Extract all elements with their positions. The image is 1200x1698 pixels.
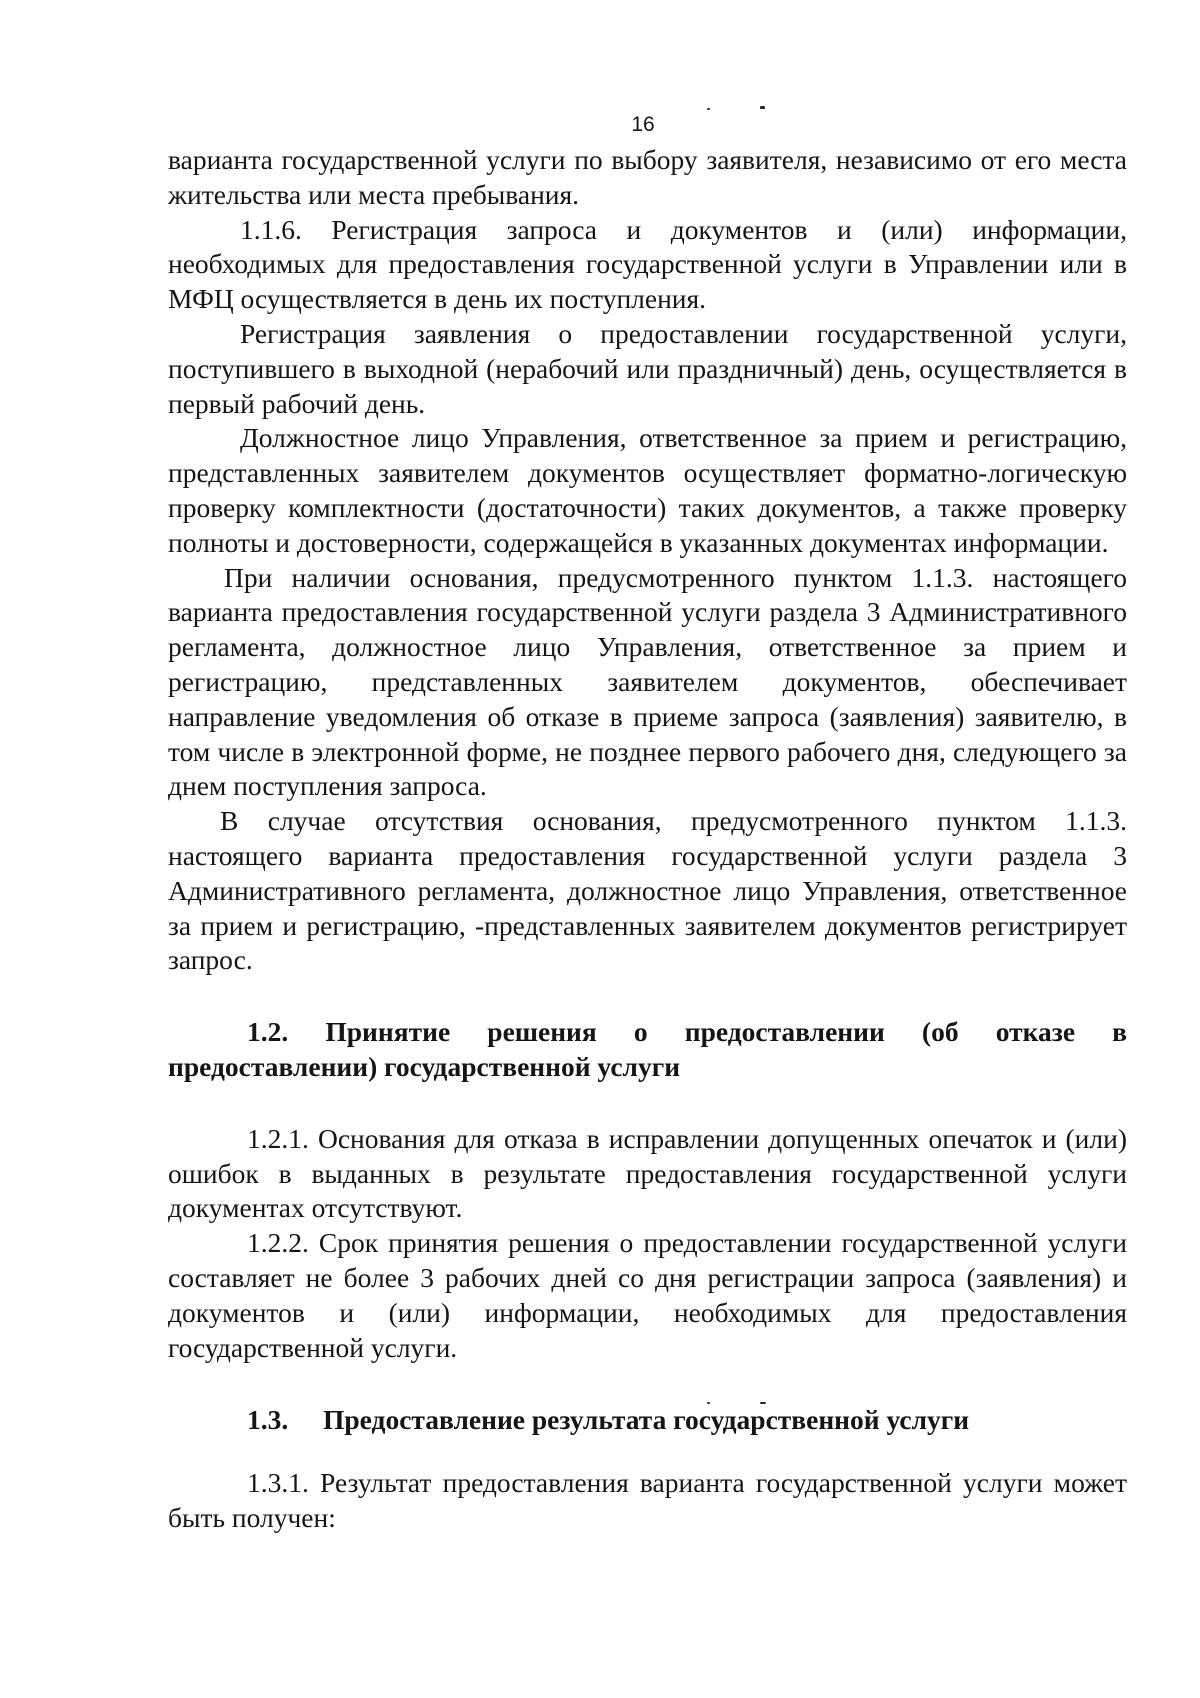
- paragraph: В случае отсутствия основания, предусмотренного пунктом 1.1.3. настоящего варианта предоставления государственной услуги раздела 3 Административного регламента, должностное лицо Управления, ответственное за прием и регистрацию, -представленных заявителем документов регистрирует запрос.: [168, 805, 1127, 976]
- section-title: Предоставление результата государственной услуги: [323, 1404, 970, 1436]
- paragraph: варианта государственной услуги по выбору заявителя, независимо от его места жительства или места пребывания.: [168, 144, 1127, 210]
- paragraph: 1.2.1. Основания для отказа в исправлении допущенных опечаток и (или) ошибок в выданных в результате предоставления государственной услуги документах отсутствуют.: [168, 1122, 1127, 1224]
- section-heading: [168, 1403, 1127, 1438]
- document-body: [168, 143, 1127, 1536]
- paragraph: 1.3.1. Результат предоставления варианта государственной услуги может быть получен:: [168, 1467, 1127, 1533]
- paragraph: Должностное лицо Управления, ответственное за прием и регистрацию, представленных заявителем документов осуществляет форматно-логическую проверку комплектности (достаточности) таких документов, а также проверку полноты и достоверности, содержащейся в указанных документах информации.: [168, 422, 1127, 558]
- paragraph: 1.2.2. Срок принятия решения о предоставлении государственной услуги составляет не более 3 рабочих дней со дня регистрации запроса (заявления) и документов и (или) информации, необходимых для предоставления государственной услуги.: [168, 1227, 1127, 1363]
- paragraph: При наличии основания, предусмотренного пунктом 1.1.3. настоящего варианта предоставления государственной услуги раздела 3 Административного регламента, должностное лицо Управления, ответственное за прием и регистрацию, представленных заявителем документов, обеспечивает направление уведомления об отказе в приеме запроса (заявления) заявителю, в том числе в электронной форме, не позднее первого рабочего дня, следующего за днем поступления запроса.: [168, 561, 1127, 802]
- scan-artifact: [707, 108, 710, 110]
- scan-artifact: [760, 106, 765, 109]
- section-number: 1.3.: [247, 1404, 289, 1436]
- paragraph: Регистрация заявления о предоставлении государственной услуги, поступившего в выходной (нерабочий или праздничный) день, осуществляется в первый рабочий день.: [168, 317, 1127, 419]
- paragraph: 1.1.6. Регистрация запроса и документов и (или) информации, необходимых для предоставления государственной услуги в Управлении или в МФЦ осуществляется в день их поступления.: [168, 213, 1127, 315]
- page-number: 16: [631, 113, 655, 136]
- section-heading: 1.2. Принятие решения о предоставлении (об отказе в предоставлении) государственной услуги: [168, 1016, 1127, 1082]
